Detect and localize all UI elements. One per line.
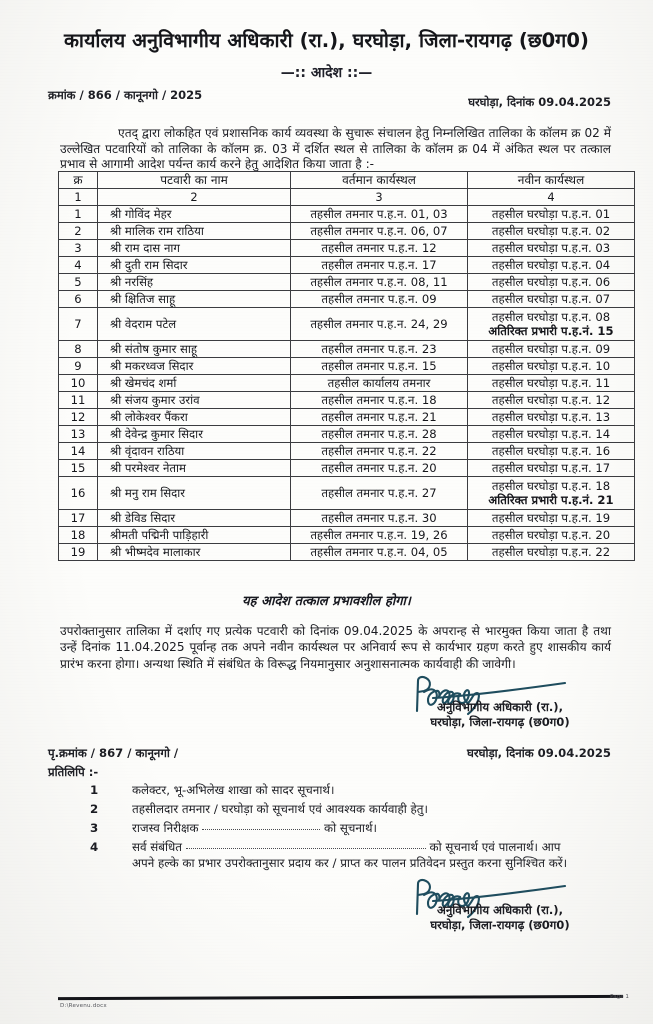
- table-row: [59, 544, 635, 561]
- copy-item-number: 4: [90, 840, 99, 854]
- table-row: [59, 308, 635, 341]
- table-row: [59, 206, 635, 223]
- order-reference-number: क्रमांक / 866 / कानूनगो / 2025: [48, 88, 203, 102]
- row-serial: 2: [59, 223, 98, 240]
- table-column-number: 3: [291, 189, 468, 206]
- row-patwari-name: श्री परमेश्वर नेताम: [98, 460, 291, 477]
- row-serial: 12: [59, 409, 98, 426]
- row-current-posting: तहसील तमनार प.ह.न. 04, 05: [291, 544, 468, 561]
- row-patwari-name: श्री वृंदावन राठिया: [98, 443, 291, 460]
- table-row: [59, 392, 635, 409]
- row-new-posting: तहसील घरघोड़ा प.ह.न. 02: [468, 223, 635, 240]
- row-current-posting: तहसील तमनार प.ह.न. 17: [291, 257, 468, 274]
- row-serial: 19: [59, 544, 98, 561]
- table-row: [59, 527, 635, 544]
- row-serial: 6: [59, 291, 98, 308]
- blank-fill-line: [186, 848, 426, 849]
- row-current-posting: तहसील तमनार प.ह.न. 24, 29: [291, 308, 468, 341]
- copy-distribution-list: [90, 782, 611, 874]
- row-serial: 1: [59, 206, 98, 223]
- row-serial: 4: [59, 257, 98, 274]
- row-serial: 5: [59, 274, 98, 291]
- row-current-posting: तहसील तमनार प.ह.न. 09: [291, 291, 468, 308]
- row-serial: 18: [59, 527, 98, 544]
- blank-fill-line: [202, 829, 320, 830]
- list-item: [90, 820, 611, 836]
- row-current-posting: तहसील तमनार प.ह.न. 15: [291, 358, 468, 375]
- table-header-cell: नवीन कार्यस्थल: [468, 172, 635, 189]
- row-patwari-name: श्री क्षितिज साहू: [98, 291, 291, 308]
- row-new-posting: तहसील घरघोड़ा प.ह.न. 14: [468, 426, 635, 443]
- table-row: [59, 240, 635, 257]
- row-current-posting: तहसील तमनार प.ह.न. 27: [291, 477, 468, 510]
- row-patwari-name: श्री राम दास नाग: [98, 240, 291, 257]
- intro-paragraph: एतद् द्वारा लोकहित एवं प्रशासनिक कार्य व्यवस्था के सुचारू संचालन हेतु निम्नलिखित तालिका के कॉलम क्र 02 में उल्लेखित पटवारियों को तालिका के कॉलम क्र. 03 में दर्शित स्थल से तालिका के कॉलम क्र 04 में अंकित स्थल पर तत्काल प्रभाव से आगामी आदेश पर्यन्त कार्य करने हेतु आदेशित किया जाता है :-: [60, 126, 611, 172]
- row-new-posting: तहसील घरघोड़ा प.ह.न. 20: [468, 527, 635, 544]
- transfer-table-wrapper: [58, 171, 614, 561]
- table-row: [59, 460, 635, 477]
- footer-page-number: Page 1: [610, 994, 629, 1000]
- row-patwari-name: श्री देवेन्द्र कुमार सिदार: [98, 426, 291, 443]
- row-patwari-name: श्री दुती राम सिदार: [98, 257, 291, 274]
- copy-item-continuation: अपने हल्के का प्रभार उपरोक्तानुसार प्रदाय कर / प्राप्त कर पालन प्रतिवेदन प्रस्तुत करना सुनिश्चित करें।: [132, 856, 568, 870]
- footer-file-path: D:\Revenu.docx: [60, 1003, 107, 1009]
- row-additional-charge: अतिरिक्त प्रभारी प.ह.नं. 21: [488, 493, 614, 507]
- row-new-posting: तहसील घरघोड़ा प.ह.न. 09: [468, 341, 635, 358]
- table-row: [59, 477, 635, 510]
- row-serial: 10: [59, 375, 98, 392]
- row-serial: 13: [59, 426, 98, 443]
- table-row: [59, 257, 635, 274]
- table-row: [59, 375, 635, 392]
- row-serial: 16: [59, 477, 98, 510]
- row-serial: 14: [59, 443, 98, 460]
- row-current-posting: तहसील तमनार प.ह.न. 28: [291, 426, 468, 443]
- row-current-posting: तहसील तमनार प.ह.न. 20: [291, 460, 468, 477]
- copy-item-text: सर्व संबंधित को सूचनार्थ एवं पालनार्थ। आप अपने हल्के का प्रभार उपरोक्तानुसार प्रदाय कर / प्राप्त कर पालन प्रतिवेदन प्रस्तुत करना सुनिश्चित करें।: [132, 839, 611, 871]
- table-row: [59, 443, 635, 460]
- row-new-posting: तहसील घरघोड़ा प.ह.न. 18 अतिरिक्त प्रभारी प.ह.नं. 21: [468, 477, 635, 510]
- row-new-posting: तहसील घरघोड़ा प.ह.न. 07: [468, 291, 635, 308]
- row-patwari-name: श्री मनु राम सिदार: [98, 477, 291, 510]
- table-row: [59, 426, 635, 443]
- row-patwari-name: श्री संजय कुमार उरांव: [98, 392, 291, 409]
- office-title: कार्यालय अनुविभागीय अधिकारी (रा.), घरघोड़ा, जिला-रायगढ़ (छ0ग0): [63, 29, 590, 52]
- table-row: [59, 341, 635, 358]
- table-column-number: 1: [59, 189, 98, 206]
- copy-item-text: तहसीलदार तमनार / घरघोड़ा को सूचनार्थ एवं आवश्यक कार्यवाही हेतु।: [132, 802, 428, 816]
- row-patwari-name: श्री नरसिंह: [98, 274, 291, 291]
- body-paragraph: उपरोक्तानुसार तालिका में दर्शाए गए प्रत्येक पटवारी को दिनांक 09.04.2025 के अपरान्ह से भारमुक्त किया जाता है तथा उन्हें दिनांक 11.04.2025 पूर्वान्ह तक अपने नवीन कार्यस्थल पर अनिवार्य रूप से कार्यभार ग्रहण करते हुए शासकीय कार्य प्रारंभ करना होगा। अन्यथा स्थिति में संबंधित के विरूद्ध नियमानुसार अनुशासनात्मक कार्यवाही की जावेगी।: [60, 624, 611, 671]
- row-serial: 11: [59, 392, 98, 409]
- row-new-posting: तहसील घरघोड़ा प.ह.न. 16: [468, 443, 635, 460]
- list-item: [90, 782, 611, 798]
- row-new-posting: तहसील घरघोड़ा प.ह.न. 06: [468, 274, 635, 291]
- row-current-posting: तहसील तमनार प.ह.न. 08, 11: [291, 274, 468, 291]
- table-column-number: 2: [98, 189, 291, 206]
- row-current-posting: तहसील तमनार प.ह.न. 30: [291, 510, 468, 527]
- table-row: [59, 409, 635, 426]
- list-item: [90, 801, 611, 817]
- row-current-posting: तहसील तमनार प.ह.न. 22: [291, 443, 468, 460]
- row-serial: 9: [59, 358, 98, 375]
- row-new-posting: तहसील घरघोड़ा प.ह.न. 04: [468, 257, 635, 274]
- table-column-number: 4: [468, 189, 635, 206]
- table-header-row: [59, 172, 635, 189]
- row-patwari-name: श्री डेविड सिदार: [98, 510, 291, 527]
- row-new-posting: तहसील घरघोड़ा प.ह.न. 10: [468, 358, 635, 375]
- row-new-posting: तहसील घरघोड़ा प.ह.न. 11: [468, 375, 635, 392]
- copy-label: प्रतिलिपि :-: [48, 765, 99, 779]
- row-serial: 7: [59, 308, 98, 341]
- row-current-posting: तहसील तमनार प.ह.न. 12: [291, 240, 468, 257]
- signatory-location-1: घरघोड़ा, जिला-रायगढ़ (छ0ग0): [430, 715, 570, 729]
- signature-block-1: [395, 700, 605, 730]
- row-patwari-name: श्री वेदराम पटेल: [98, 308, 291, 341]
- row-new-posting: तहसील घरघोड़ा प.ह.न. 19: [468, 510, 635, 527]
- table-row: [59, 291, 635, 308]
- table-row: [59, 510, 635, 527]
- signature-block-2: [395, 903, 605, 933]
- row-serial: 3: [59, 240, 98, 257]
- row-serial: 15: [59, 460, 98, 477]
- row-current-posting: तहसील तमनार प.ह.न. 21: [291, 409, 468, 426]
- row-current-posting: तहसील कार्यालय तमनार: [291, 375, 468, 392]
- table-column-number-row: [59, 189, 635, 206]
- signatory-designation-1: अनुविभागीय अधिकारी (रा.),: [436, 700, 563, 714]
- copy-item-number: 2: [90, 802, 99, 816]
- copy-item-text: राजस्व निरीक्षक को सूचनार्थ।: [132, 821, 377, 835]
- row-current-posting: तहसील तमनार प.ह.न. 18: [291, 392, 468, 409]
- transfer-table: [58, 171, 635, 561]
- list-item: [90, 839, 611, 871]
- copy-item-text: कलेक्टर, भू-अभिलेख शाखा को सादर सूचनार्थ।: [132, 783, 335, 797]
- row-new-posting: तहसील घरघोड़ा प.ह.न. 17: [468, 460, 635, 477]
- row-new-posting: तहसील घरघोड़ा प.ह.न. 08 अतिरिक्त प्रभारी प.ह.नं. 15: [468, 308, 635, 341]
- row-current-posting: तहसील तमनार प.ह.न. 01, 03: [291, 206, 468, 223]
- table-row: [59, 358, 635, 375]
- table-row: [59, 274, 635, 291]
- row-current-posting: तहसील तमनार प.ह.न. 19, 26: [291, 527, 468, 544]
- copy-item-number: 3: [90, 821, 99, 835]
- row-new-posting: तहसील घरघोड़ा प.ह.न. 22: [468, 544, 635, 561]
- signatory-designation-2: अनुविभागीय अधिकारी (रा.),: [436, 903, 563, 917]
- row-patwari-name: श्री संतोष कुमार साहू: [98, 341, 291, 358]
- table-header-cell: क्र: [59, 172, 98, 189]
- row-new-posting: तहसील घरघोड़ा प.ह.न. 13: [468, 409, 635, 426]
- order-banner: —:: आदेश ::—: [280, 65, 373, 81]
- row-patwari-name: श्री भीष्मदेव मालाकार: [98, 544, 291, 561]
- row-patwari-name: श्री गोविंद मेहर: [98, 206, 291, 223]
- immediate-effect-notice: यह आदेश तत्काल प्रभावशील होगा।: [242, 594, 411, 609]
- signatory-location-2: घरघोड़ा, जिला-रायगढ़ (छ0ग0): [430, 918, 570, 932]
- table-header-cell: वर्तमान कार्यस्थल: [291, 172, 468, 189]
- row-patwari-name: श्री मालिक राम राठिया: [98, 223, 291, 240]
- table-row: [59, 223, 635, 240]
- table-header-cell: पटवारी का नाम: [98, 172, 291, 189]
- row-new-posting: तहसील घरघोड़ा प.ह.न. 03: [468, 240, 635, 257]
- row-serial: 17: [59, 510, 98, 527]
- row-patwari-name: श्रीमती पद्मिनी पाड़िहारी: [98, 527, 291, 544]
- row-current-posting: तहसील तमनार प.ह.न. 06, 07: [291, 223, 468, 240]
- copy-item-number: 1: [90, 783, 99, 797]
- row-patwari-name: श्री मकरध्वज सिदार: [98, 358, 291, 375]
- row-new-posting: तहसील घरघोड़ा प.ह.न. 01: [468, 206, 635, 223]
- row-serial: 8: [59, 341, 98, 358]
- order-place-date: घरघोड़ा, दिनांक 09.04.2025: [468, 95, 611, 109]
- row-additional-charge: अतिरिक्त प्रभारी प.ह.नं. 15: [488, 324, 614, 338]
- copy-place-date: घरघोड़ा, दिनांक 09.04.2025: [467, 746, 611, 760]
- row-patwari-name: श्री लोकेश्वर पैंकरा: [98, 409, 291, 426]
- copy-reference-number: पृ.क्रमांक / 867 / कानूनगो /: [48, 746, 179, 760]
- row-current-posting: तहसील तमनार प.ह.न. 23: [291, 341, 468, 358]
- row-patwari-name: श्री खेमचंद शर्मा: [98, 375, 291, 392]
- footer-rule: [58, 995, 623, 1000]
- row-new-posting: तहसील घरघोड़ा प.ह.न. 12: [468, 392, 635, 409]
